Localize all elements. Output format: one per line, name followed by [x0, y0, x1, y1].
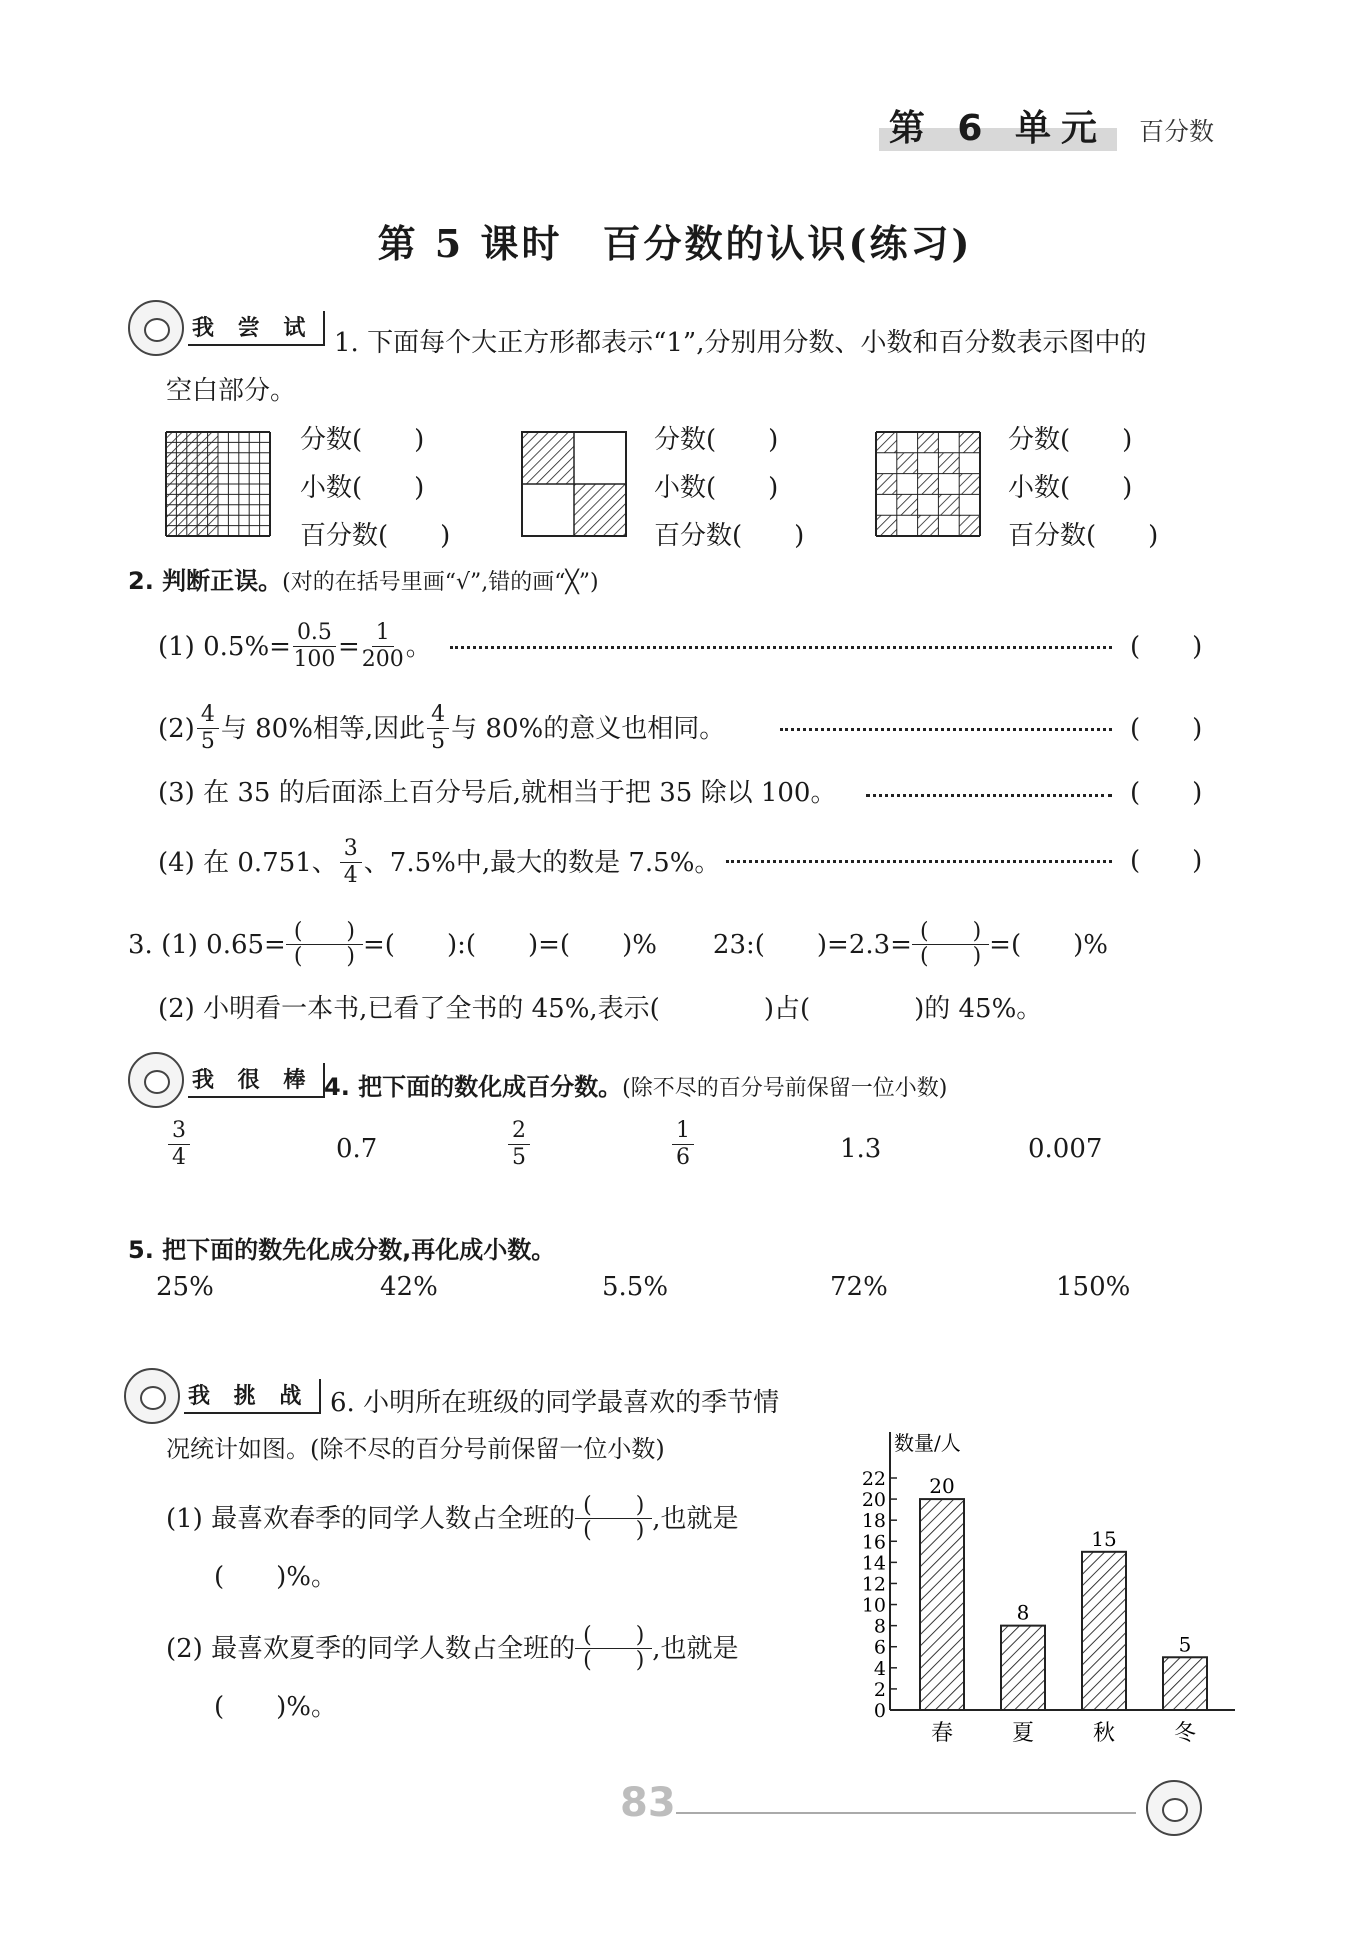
y-tick-label: 6: [873, 1636, 886, 1659]
dotted-leader: [726, 860, 1112, 863]
q4-item: 0.007: [1028, 1134, 1103, 1164]
fig3-decimal: 小数( ): [1008, 473, 1133, 503]
q6-line-1: 6. 小明所在班级的同学最喜欢的季节情: [330, 1388, 780, 1418]
q5-item: 5.5%: [602, 1272, 669, 1302]
lesson-topic: 百分数的认识(练习): [602, 221, 973, 266]
mascot-icon: [124, 1368, 180, 1424]
fig3-labels: [1008, 416, 1158, 560]
badge-great-label: 我 很 棒: [188, 1063, 325, 1098]
q4-item: 1.3: [840, 1134, 882, 1164]
x-tick-label: 夏: [1011, 1721, 1035, 1746]
q5-item: 25%: [156, 1272, 214, 1302]
fig2-fraction: 分数( ): [654, 425, 779, 455]
mascot-icon: [128, 1052, 184, 1108]
data-label: 20: [929, 1474, 955, 1499]
blank-fraction[interactable]: ( ) ( ): [575, 1494, 652, 1543]
shaded-cell: [897, 453, 918, 474]
footer-rule: [676, 1812, 1136, 1814]
fraction: $\frac{3}{4}$: [168, 1118, 190, 1171]
y-tick-label: 12: [861, 1573, 886, 1596]
q2-heading: 2. 判断正误。(对的在括号里画“√”,错的画“╳”): [128, 567, 599, 595]
fig2-decimal: 小数( ): [654, 473, 779, 503]
q1-text: 1. 下面每个大正方形都表示“1”,分别用分数、小数和百分数表示图中的: [334, 328, 1147, 358]
q6-line-2: 况统计如图。(除不尽的百分号前保留一位小数): [166, 1435, 665, 1463]
q6-sub-1-answer[interactable]: ( )%。: [214, 1562, 337, 1592]
q1-text-2: 空白部分。: [166, 376, 297, 406]
fig1-percent: 百分数( ): [300, 521, 451, 551]
y-tick-label: 20: [861, 1489, 886, 1512]
badge-challenge: [124, 1368, 321, 1424]
q4-items: [0, 1118, 1350, 1188]
blank-fraction[interactable]: ( ) ( ): [286, 920, 363, 969]
fig1-fraction: 分数( ): [300, 425, 425, 455]
square-quarters: [522, 432, 626, 536]
bar: [1001, 1626, 1045, 1710]
x-tick-label: 春: [930, 1721, 954, 1746]
shaded-cell: [959, 432, 980, 453]
q4-item: [506, 1118, 532, 1171]
y-tick-label: 18: [861, 1510, 886, 1533]
lesson-number: 第 5 课时: [377, 221, 563, 266]
y-tick-label: 4: [873, 1657, 886, 1680]
fig2-labels: [654, 416, 804, 560]
q6-sub-2-answer[interactable]: ( )%。: [214, 1692, 337, 1722]
shaded-cell: [876, 474, 897, 495]
y-tick-label: 10: [861, 1594, 886, 1617]
shaded-cell: [876, 432, 897, 453]
fig1-decimal: 小数( ): [300, 473, 425, 503]
q2-answer-3[interactable]: ( ): [1130, 778, 1203, 808]
badge-great: [128, 1052, 325, 1108]
bar: [920, 1499, 964, 1710]
bar: [1082, 1552, 1126, 1710]
fraction: $\frac{3}{4}$: [340, 836, 362, 889]
q4-item: [166, 1118, 192, 1171]
square-checker: [876, 432, 980, 536]
dotted-leader: [866, 794, 1112, 797]
shaded-cell: [897, 494, 918, 515]
shaded-cell: [876, 515, 897, 536]
q5-heading: 5. 把下面的数先化成分数,再化成小数。: [128, 1236, 556, 1264]
data-label: 8: [1016, 1600, 1030, 1625]
x-tick-label: 秋: [1092, 1721, 1116, 1746]
unit-number: 第 6 单元: [879, 100, 1117, 151]
q3-part-2: (2) 小明看一本书,已看了全书的 45%,表示( )占( )的 45%。: [158, 994, 1043, 1024]
q2-answer-1[interactable]: ( ): [1130, 632, 1203, 662]
y-tick-label: 8: [873, 1615, 886, 1638]
q3-part-1: 3. (1) 0.65= ( ) ( ) =( ):( )=( )% 23:( )=2.3= ( ) ( ) =( )%: [128, 919, 1108, 969]
shaded-cell: [918, 474, 939, 495]
season-bar-chart: [840, 1420, 1250, 1750]
shaded-cell: [959, 515, 980, 536]
y-axis-label: 数量/人: [894, 1431, 961, 1455]
badge-try-label: 我 尝 试: [188, 311, 325, 346]
shaded-cell: [938, 494, 959, 515]
fig1-labels: [300, 416, 450, 560]
shaded-region: [574, 484, 626, 536]
y-tick-label: 2: [873, 1678, 886, 1701]
q5-item: 72%: [830, 1272, 888, 1302]
q5-items: [0, 1272, 1350, 1312]
q6-sub-1: (1) 最喜欢春季的同学人数占全班的 ( ) ( ) ,也就是: [166, 1493, 739, 1543]
y-tick-label: 0: [873, 1700, 886, 1722]
q5-item: 150%: [1056, 1272, 1131, 1302]
q2-item-4: (4) 在 0.751、 $\frac{3}{4}$ 、7.5%中,最大的数是 7.5%。: [158, 836, 721, 888]
square-grid-100: [166, 432, 270, 536]
dotted-leader: [780, 728, 1112, 731]
unit-subject: 百分数: [1138, 117, 1214, 146]
shaded-cell: [938, 453, 959, 474]
fraction: $\frac{1}{6}$: [672, 1118, 694, 1171]
q6-sub-2: (2) 最喜欢夏季的同学人数占全班的 ( ) ( ) ,也就是: [166, 1623, 739, 1673]
badge-challenge-label: 我 挑 战: [184, 1379, 321, 1414]
data-label: 5: [1178, 1632, 1192, 1657]
fraction: $\frac{1}{200}$: [361, 620, 404, 672]
y-tick-label: 14: [861, 1552, 886, 1575]
fraction: $\frac{4}{5}$: [197, 702, 219, 755]
fig2-percent: 百分数( ): [654, 521, 805, 551]
blank-fraction[interactable]: ( ) ( ): [575, 1624, 652, 1673]
shaded-cell: [918, 432, 939, 453]
q2-answer-4[interactable]: ( ): [1130, 846, 1203, 876]
shaded-cell: [918, 515, 939, 536]
q2-item-3: (3) 在 35 的后面添上百分号后,就相当于把 35 除以 100。: [158, 778, 837, 808]
page-number: 83: [620, 1780, 676, 1826]
q5-item: 42%: [380, 1272, 438, 1302]
q2-item-1: (1) 0.5%= $\frac{0.5}{100}$ = $\frac{1}{200}$ 。: [158, 620, 432, 672]
y-tick-label: 22: [861, 1468, 886, 1490]
q4-heading: 4. 把下面的数化成百分数。(除不尽的百分号前保留一位小数): [324, 1073, 948, 1101]
fig3-fraction: 分数( ): [1008, 425, 1133, 455]
fig3-percent: 百分数( ): [1008, 521, 1159, 551]
bar: [1163, 1657, 1207, 1710]
fraction: $\frac{4}{5}$: [427, 702, 449, 755]
shaded-region: [522, 432, 574, 484]
fraction: $\frac{2}{5}$: [508, 1118, 530, 1171]
blank-fraction[interactable]: ( ) ( ): [912, 920, 989, 969]
q2-item-2: (2) $\frac{4}{5}$ 与 80%相等,因此 $\frac{4}{5}$ 与 80%的意义也相同。: [158, 702, 726, 754]
mascot-icon: [1146, 1780, 1202, 1836]
data-label: 15: [1091, 1526, 1117, 1551]
y-tick-label: 16: [861, 1531, 886, 1554]
q4-item: [670, 1118, 696, 1171]
q4-item: 0.7: [336, 1134, 378, 1164]
x-tick-label: 冬: [1173, 1721, 1197, 1746]
fraction: $\frac{0.5}{100}$: [293, 620, 336, 672]
dotted-leader: [450, 646, 1112, 649]
q2-answer-2[interactable]: ( ): [1130, 714, 1203, 744]
shaded-cell: [959, 474, 980, 495]
